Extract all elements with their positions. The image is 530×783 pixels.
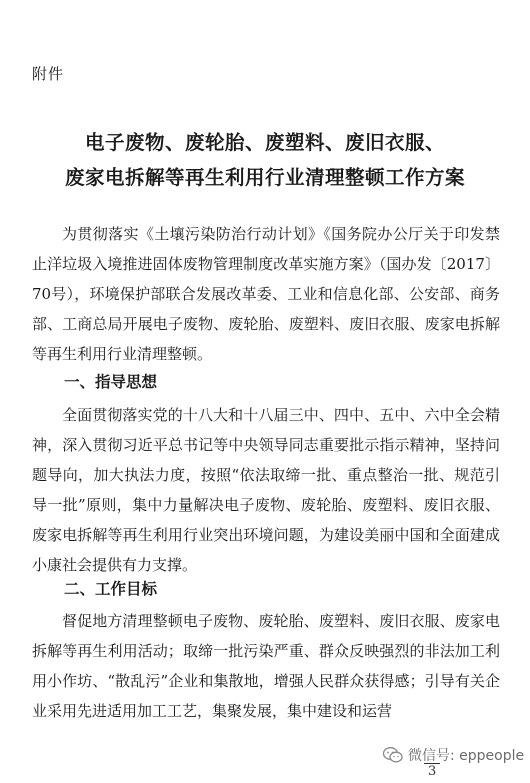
intro-text: 为贯彻落实《土壤污染防治行动计划》《国务院办公厅关于印发禁止洋垃圾入境推进固体废物管理制度改革实施方案》（国办发〔2017〕70号），环境保护部联合发展改革委、工业和信息化部、公安部、商务部、工商总局开展电子废物、废轮胎、废塑料、废旧衣服、废家电拆解等再生利用行业清理整顿。: [32, 225, 500, 363]
guiding-ideology-text: 全面贯彻落实党的十八大和十八届三中、四中、五中、六中全会精神，深入贯彻习近平总书记等中央领导同志重要批示指示精神，坚持问题导向，加大执法力度，按照“依法取缔一批、重点整治一批、规范引导一批”原则，集中力量解决电子废物、废轮胎、废塑料、废旧衣服、废家电拆解等再生利用行业突出环境问题，为建设美丽中国和全面建成小康社会提供有力支撑。: [32, 406, 500, 574]
page-number-value: 3: [428, 764, 437, 779]
intro-paragraph: [32, 219, 500, 369]
section-heading-work-goals: 二、工作目标: [64, 580, 158, 598]
attachment-label: 附件: [32, 65, 65, 83]
document-title-line-2: 废家电拆解等再生利用行业清理整顿工作方案: [64, 166, 465, 189]
document-title-line-1: 电子废物、废轮胎、废塑料、废旧衣服、: [84, 131, 445, 154]
work-goals-paragraph: [32, 606, 500, 726]
page-number: [424, 763, 440, 779]
guiding-ideology-paragraph: [32, 400, 500, 580]
work-goals-text: 督促地方清理整顿电子废物、废轮胎、废塑料、废旧衣服、废家电拆解等再生利用活动；取缔一批污染严重、群众反映强烈的非法加工利用小作坊、“散乱污”企业和集散地，增强人民群众获得感；引导有关企业采用先进适用加工工艺，集聚发展，集中建设和运营: [32, 612, 500, 720]
watermark-text: 微信号: eppeople: [408, 748, 525, 764]
wechat-icon: [382, 746, 404, 764]
section-heading-guiding-ideology: 一、指导思想: [64, 373, 158, 391]
wechat-watermark: [382, 745, 524, 765]
